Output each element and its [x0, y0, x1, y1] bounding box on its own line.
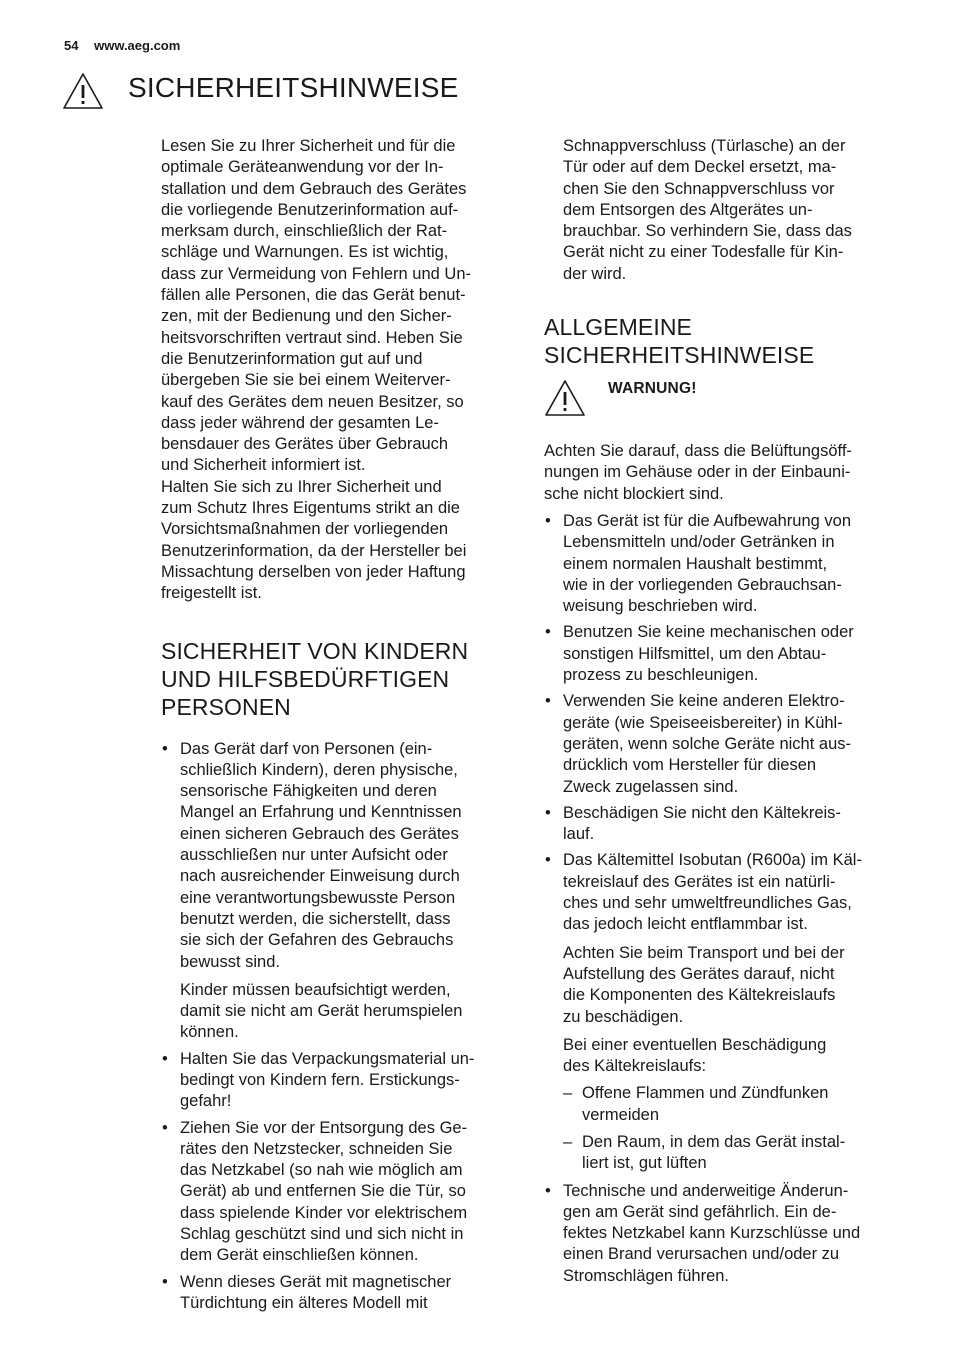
text-line: der wird.: [563, 264, 627, 283]
text-line: sensorische Fähigkeiten und deren: [180, 782, 437, 801]
list-item: [544, 691, 902, 797]
children-safety-list: [161, 739, 519, 1315]
list-item-note: [180, 980, 519, 1044]
text-line: Achten Sie darauf, dass die Belüftungsöff-: [544, 442, 852, 461]
text-line: nach ausreichender Einweisung durch: [180, 867, 460, 886]
text-line: Gerät nicht zu einer Todesfalle für Kin-: [563, 243, 844, 262]
page-number: 54: [64, 38, 79, 53]
text-line: Beschädigen Sie nicht den Kältekreis-: [563, 803, 841, 822]
text-line: Aufstellung des Gerätes darauf, nicht: [563, 964, 835, 983]
text-line: übergeben Sie sie bei einem Weiterver-: [161, 371, 451, 390]
text-line: prozess zu beschleunigen.: [563, 666, 759, 685]
text-line: Gerät) ab und entfernen Sie die Tür, so: [180, 1182, 466, 1201]
text-line: einem normalen Haushalt bestimmt,: [563, 554, 828, 573]
text-line: Missachtung derselben von jeder Haftung: [161, 562, 466, 581]
text-line: SICHERHEITSHINWEISE: [544, 342, 815, 369]
warning-triangle-icon: [544, 379, 586, 417]
text-line: dem Gerät einschließen können.: [180, 1246, 419, 1265]
text-line: Zweck zugelassen sind.: [563, 777, 739, 796]
list-item: [544, 803, 902, 846]
text-line: Mangel an Erfahrung und Kenntnissen: [180, 803, 462, 822]
text-line: weisung beschrieben wird.: [563, 597, 758, 616]
text-line: Benutzerinformation, da der Hersteller bei: [161, 541, 467, 560]
warning-paragraph: [544, 441, 902, 505]
text-line: bewusst sind.: [180, 952, 280, 971]
text-line: einen Brand verursachen und/oder zu: [563, 1245, 840, 1264]
right-column: [544, 136, 902, 1292]
text-line: tekreislauf des Gerätes ist ein natürli-: [563, 872, 836, 891]
text-line: sonstigen Hilfsmittel, um den Abtau-: [563, 644, 827, 663]
text-line: Technische und anderweitige Änderun-: [563, 1181, 849, 1200]
text-line: die Komponenten des Kältekreislaufs: [563, 986, 836, 1005]
text-line: stallation und dem Gebrauch des Gerätes: [161, 179, 467, 198]
text-line: merksam durch, einschließlich der Rat-: [161, 222, 448, 241]
text-line: gefahr!: [180, 1092, 232, 1111]
text-line: und Sicherheit informiert ist.: [161, 456, 366, 475]
text-line: liert ist, gut lüften: [582, 1154, 707, 1173]
text-line: zum Schutz Ihres Eigentums strikt an die: [161, 499, 460, 518]
text-line: nungen im Gehäuse oder in der Einbauni-: [544, 463, 851, 482]
text-line: Lesen Sie zu Ihrer Sicherheit und für die: [161, 137, 456, 155]
page-header: [64, 38, 180, 53]
text-line: Offene Flammen und Zündfunken: [582, 1084, 829, 1103]
text-line: das jedoch leicht entflammbar ist.: [563, 915, 808, 934]
warning-callout: [544, 379, 902, 431]
list-item: [161, 1049, 519, 1113]
text-line: Achten Sie beim Transport und bei der: [563, 943, 845, 962]
text-line: Kinder müssen beaufsichtigt werden,: [180, 980, 451, 999]
text-line: Türdichtung ein älteres Modell mit: [180, 1293, 428, 1312]
text-line: dass jeder während der gesamten Le-: [161, 413, 439, 432]
dash-item: [563, 1132, 902, 1175]
text-line: Halten Sie das Verpackungsmaterial un-: [180, 1049, 475, 1068]
section-heading-general: [544, 313, 902, 369]
text-line: Schlag geschützt sind und sich nicht in: [180, 1225, 464, 1244]
text-line: brauchbar. So verhindern Sie, dass das: [563, 222, 852, 241]
dash-item: [563, 1083, 902, 1126]
text-line: kauf des Gerätes dem neuen Besitzer, so: [161, 392, 464, 411]
text-line: das Netzkabel (so nah wie möglich am: [180, 1161, 463, 1180]
text-line: PERSONEN: [161, 693, 291, 720]
text-line: Verwenden Sie keine anderen Elektro-: [563, 692, 845, 711]
text-line: Bei einer eventuellen Beschädigung: [563, 1035, 827, 1054]
text-line: SICHERHEIT VON KINDERN: [161, 637, 469, 664]
list-item-note: [563, 943, 902, 1028]
text-line: die Benutzerinformation gut auf und: [161, 349, 423, 368]
text-line: bedingt von Kindern fern. Erstickungs-: [180, 1070, 460, 1089]
website-url: www.aeg.com: [94, 38, 181, 53]
section-heading-children: [161, 637, 519, 721]
text-line: Wenn dieses Gerät mit magnetischer: [180, 1272, 452, 1291]
text-line: Vorsichtsmaßnahmen der vorliegenden: [161, 520, 449, 539]
text-line: des Kältekreislaufs:: [563, 1057, 707, 1076]
text-line: freigestellt ist.: [161, 584, 262, 603]
text-line: dem Entsorgen des Altgerätes un-: [563, 200, 813, 219]
warning-label: WARNUNG!: [608, 380, 697, 398]
text-line: UND HILFSBEDÜRFTIGEN: [161, 665, 450, 692]
text-line: ALLGEMEINE: [544, 314, 692, 341]
text-line: fektes Netzkabel kann Kurzschlüsse und: [563, 1224, 861, 1243]
text-line: einen sicheren Gebrauch des Gerätes: [180, 824, 459, 843]
text-line: chen Sie den Schnappverschluss vor: [563, 179, 835, 198]
text-line: fällen alle Personen, die das Gerät benut-: [161, 286, 466, 305]
text-line: Benutzen Sie keine mechanischen oder: [563, 623, 854, 642]
text-line: Tür oder auf dem Deckel ersetzt, ma-: [563, 158, 837, 177]
text-line: lauf.: [563, 825, 595, 844]
list-item: [161, 1272, 519, 1315]
warning-triangle-icon: [62, 72, 104, 110]
text-line: drücklich vom Hersteller für diesen: [563, 756, 817, 775]
list-item: [544, 1181, 902, 1287]
left-column: [161, 136, 519, 1319]
list-item: [161, 739, 519, 1044]
text-line: damit sie nicht am Gerät herumspielen: [180, 1002, 463, 1021]
text-line: rätes den Netzstecker, schneiden Sie: [180, 1139, 453, 1158]
text-line: bensdauer des Gerätes über Gebrauch: [161, 435, 449, 454]
text-line: schließlich Kindern), deren physische,: [180, 760, 458, 779]
text-line: dass zur Vermeidung von Fehlern und Un-: [161, 264, 472, 283]
text-line: sche nicht blockiert sind.: [544, 484, 724, 503]
text-line: Das Gerät darf von Personen (ein-: [180, 739, 433, 758]
text-line: ausschließen nur unter Aufsicht oder: [180, 846, 448, 865]
list-item: [161, 1118, 519, 1267]
text-line: Stromschlägen führen.: [563, 1266, 730, 1285]
text-line: schläge und Warnungen. Es ist wichtig,: [161, 243, 449, 262]
text-line: eine verantwortungsbewusste Person: [180, 888, 456, 907]
list-item-note: [563, 1035, 902, 1078]
text-line: geräten, wenn solche Geräte nicht aus-: [563, 734, 852, 753]
text-line: zu beschädigen.: [563, 1007, 684, 1026]
text-line: Das Kältemittel Isobutan (R600a) im Käl-: [563, 851, 862, 870]
text-line: können.: [180, 1023, 239, 1042]
text-line: zen, mit der Bedienung und den Sicher-: [161, 307, 452, 326]
text-line: geräte (wie Speiseeisbereiter) in Kühl-: [563, 713, 843, 732]
text-line: vermeiden: [582, 1105, 660, 1124]
text-line: Den Raum, in dem das Gerät instal-: [582, 1132, 846, 1151]
text-line: benutzt werden, die sicherstellt, dass: [180, 909, 451, 928]
page-title: SICHERHEITSHINWEISE: [128, 72, 459, 103]
intro-paragraph: [161, 136, 519, 605]
list-item: [544, 511, 902, 617]
text-line: Das Gerät ist für die Aufbewahrung von: [563, 511, 851, 530]
list-item: [544, 622, 902, 686]
text-line: gen am Gerät sind gefährlich. Ein de-: [563, 1202, 837, 1221]
text-line: heitsvorschriften vertraut sind. Heben Sie: [161, 328, 463, 347]
text-line: sie sich der Gefahren des Gebrauchs: [180, 931, 454, 950]
text-line: dass spielende Kinder vor elektrischem: [180, 1203, 468, 1222]
general-safety-list: [544, 511, 902, 1287]
text-line: Ziehen Sie vor der Entsorgung des Ge-: [180, 1118, 468, 1137]
text-line: Schnappverschluss (Türlasche) an der: [563, 137, 846, 155]
text-line: optimale Geräteanwendung vor der In-: [161, 158, 444, 177]
text-line: Lebensmitteln und/oder Getränken in: [563, 533, 835, 552]
text-line: wie in der vorliegenden Gebrauchsan-: [563, 575, 842, 594]
damage-steps-list: [563, 1083, 902, 1174]
list-item-continuation: [544, 136, 902, 285]
text-line: die vorliegende Benutzerinformation auf-: [161, 200, 459, 219]
list-item: [544, 850, 902, 1174]
text-line: Halten Sie sich zu Ihrer Sicherheit und: [161, 477, 442, 496]
text-line: ches und sehr umweltfreundliches Gas,: [563, 894, 852, 913]
